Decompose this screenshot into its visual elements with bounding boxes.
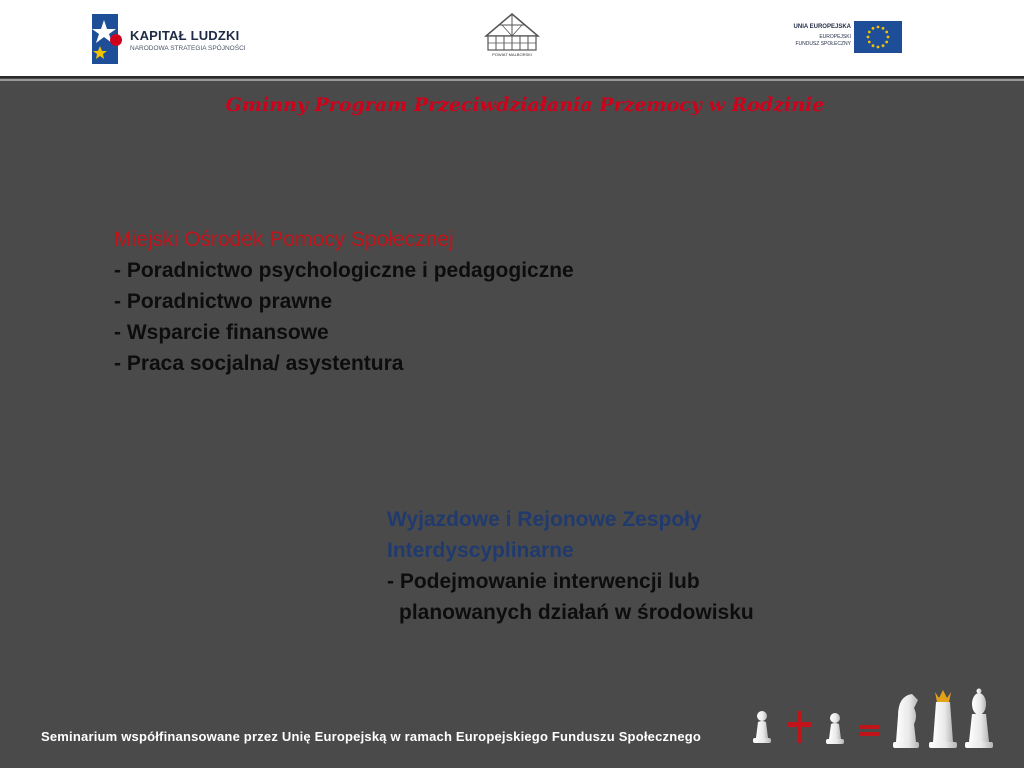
eu-flag-icon	[854, 21, 902, 53]
kapital-ludzki-logo	[88, 12, 258, 66]
teams-item-line2: planowanych działań w środowisku	[399, 601, 754, 624]
mops-item-1: - Poradnictwo psychologiczne i pedagogiczne	[114, 259, 574, 282]
teams-heading-line1: Wyjazdowe i Rejonowe Zespoły	[387, 508, 702, 531]
teams-section	[387, 504, 754, 628]
half-timbered-house-icon	[482, 12, 542, 52]
eu-logo-line2: EUROPEJSKI	[819, 34, 851, 40]
chess-pieces-equation-icon	[748, 686, 998, 752]
header-divider-dark	[0, 76, 1024, 78]
kapital-ludzki-title: KAPITAŁ LUDZKI	[130, 28, 240, 43]
eu-logo	[770, 18, 905, 56]
mops-item-2: - Poradnictwo prawne	[114, 290, 333, 313]
powiat-logo-label: POWIAT MALBORSKI	[492, 52, 532, 57]
plus-icon	[788, 711, 811, 743]
mops-section	[114, 224, 574, 379]
knight-icon	[893, 694, 919, 748]
queen-icon	[929, 690, 957, 748]
mops-item-4: - Praca socjalna/ asystentura	[114, 352, 404, 375]
pawn-icon-left	[753, 711, 771, 743]
header-divider-light	[0, 79, 1024, 81]
kapital-ludzki-emblem-icon	[88, 12, 128, 66]
equals-icon	[859, 725, 879, 736]
powiat-logo	[482, 12, 542, 64]
kapital-ludzki-subtitle: NARODOWA STRATEGIA SPÓJNOŚCI	[130, 45, 246, 52]
mops-heading: Miejski Ośrodek Pomocy Społecznej	[114, 228, 454, 251]
slide-title: Gminny Program Przeciwdziałania Przemocy w Rodzinie	[225, 94, 825, 116]
teams-item-line1: - Podejmowanie interwencji lub	[387, 570, 700, 593]
header-bar	[0, 0, 1024, 76]
mops-item-3: - Wsparcie finansowe	[114, 321, 329, 344]
eu-logo-line1: UNIA EUROPEJSKA	[793, 24, 851, 30]
eu-logo-line3: FUNDUSZ SPOŁECZNY	[795, 41, 851, 47]
pawn-icon-right	[826, 713, 844, 744]
bishop-icon	[965, 689, 993, 749]
footer-text: Seminarium współfinansowane przez Unię Europejską w ramach Europejskiego Funduszu Społecznego	[41, 729, 702, 744]
teams-heading-line2: Interdyscyplinarne	[387, 539, 574, 562]
